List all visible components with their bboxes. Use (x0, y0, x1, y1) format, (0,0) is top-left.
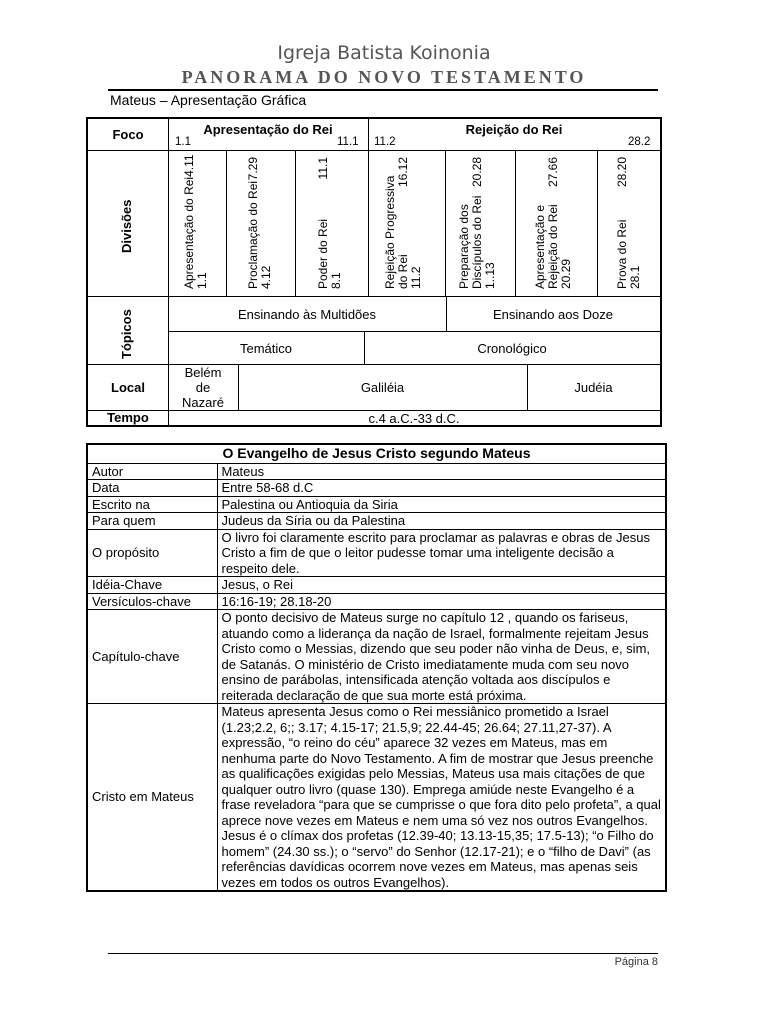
foco-right-start: 11.2 (374, 136, 396, 148)
local-belem (168, 365, 238, 410)
info-value: Mateus (217, 463, 666, 480)
division-7 (616, 157, 642, 289)
division-end-ref: 20.28 (470, 157, 484, 188)
table-row (87, 480, 666, 497)
foco-left-end: 11.1 (337, 136, 359, 148)
table-row (87, 704, 666, 892)
foco-label: Foco (112, 127, 144, 142)
foco-right-title: Rejeição do Rei (465, 122, 563, 137)
info-title-row (87, 444, 666, 463)
tempo-value: c.4 a.C.-33 d.C. (368, 410, 460, 426)
info-label: Capítulo-chave (87, 610, 217, 704)
foco-left-start: 1.1 (175, 136, 191, 148)
division-divider (515, 150, 516, 296)
table-row (87, 529, 666, 577)
division-start-ref: 1.1 (195, 272, 209, 289)
division-start-ref: 8.1 (329, 272, 343, 289)
table-row (87, 593, 666, 610)
division-6 (534, 157, 573, 289)
gospel-info-table (86, 443, 667, 892)
page-number: Página 8 (614, 956, 658, 968)
division-title-2: do Rei (396, 254, 410, 289)
info-value: 16:16-19; 28.18-20 (217, 593, 666, 610)
division-divider (597, 150, 598, 296)
info-value: O ponto decisivo de Mateus surge no capítulo 12 , quando os fariseus, atuando como a liderança da nação de Israel, formalmente rejeitam Jesus Cristo como o Messias, dizendo que seu poder não vinha de Deus, e, sim, de Satanás. O ministério de Cristo imediatamente muda com seu novo ensino de parábolas, intensificada atenção voltada aos discípulos e reiterada declaração de que sua morte está próxima. (217, 610, 666, 704)
info-label: Autor (87, 463, 217, 480)
division-title-2: Discípulos do Rei (470, 195, 484, 289)
table-row (87, 463, 666, 480)
topicos-label: Tópicos (119, 309, 134, 359)
foco-left-title: Apresentação do Rei (203, 122, 333, 137)
divisoes-label: Divisões (119, 199, 134, 253)
division-title-2: Rejeição do Rei (546, 204, 560, 289)
division-divider (295, 150, 296, 296)
local-label: Local (111, 380, 145, 395)
topico-multidoes: Ensinando às Multidões (237, 306, 377, 322)
local-galileia: Galiléia (360, 380, 405, 395)
division-title: Apresentação do Rei (182, 176, 196, 289)
division-title: Preparação dos (457, 204, 471, 289)
info-value: O livro foi claramente escrito para proclamar as palavras e obras de Jesus Cristo a fim de que o leitor pudesse tomar uma inteligente decisão a respeito dele. (217, 529, 666, 577)
info-value: Judeus da Síria ou da Palestina (217, 513, 666, 530)
footer-divider (108, 953, 658, 954)
division-title: Apresentação e (533, 204, 547, 289)
info-label: O propósito (87, 529, 217, 577)
division-end-ref: 4.11 (182, 154, 196, 177)
division-end-ref: 28.20 (615, 157, 629, 188)
topico-cronologico: Cronológico (477, 340, 547, 356)
division-divider (368, 150, 369, 296)
section-subtitle: Mateus – Apresentação Gráfica (110, 92, 307, 108)
info-value: Mateus apresenta Jesus como o Rei messiânico prometido a Israel (1.23;2.2, 6;; 3.17; 4.15-17; 21.5,9; 22.44-45; 26.64; 27.11,27-37). A expressão, “o reino do céu” aparece 32 vezes em Mateus, mas em nenhuma parte do Novo Testamento. A fim de mostrar que Jesus preenche as qualificações exigidas pelo Messias, Mateus usa mais citações de que qualquer outro livro (quase 130). Emprega amiúde neste Evangelho é a frase reveladora “para que se cumprisse o que fora dito pelo profeta”, a qual aprece nove vezes em Mateus e nem uma só vez nos outros Evangelhos. Jesus é o clímax dos profetas (12.39-40; 13.13-15,35; 17.5-13); “o Filho do homem” (24.30 ss.); o “servo” do Senhor (12.17-21); e o “filho de Davi” (as referências davídicas ocorrem nove vezes em Mateus, mas apenas seis vezes em todos os outros Evangelhos). (217, 704, 666, 892)
division-1 (182, 154, 209, 289)
info-value: Entre 58-68 d.C (217, 480, 666, 497)
table-row (87, 513, 666, 530)
division-end-ref: 7.29 (246, 157, 260, 181)
division-end-ref: 16.12 (396, 157, 410, 188)
local-judeia: Judéia (574, 380, 613, 395)
division-2 (247, 157, 273, 289)
division-title: Poder do Rei (316, 218, 330, 289)
info-label: Versículos-chave (87, 593, 217, 610)
overview-chart (86, 117, 662, 427)
division-start-ref: 20.29 (559, 258, 573, 289)
header-divider (108, 89, 658, 91)
local-belem-line: Nazaré (182, 395, 224, 410)
table-row (87, 610, 666, 704)
row-divider (88, 150, 660, 151)
division-start-ref: 28.1 (628, 265, 642, 289)
tempo-label: Tempo (107, 410, 149, 425)
info-title: O Evangelho de Jesus Cristo segundo Mateus (87, 444, 666, 463)
division-start-ref: 1..13 (483, 262, 497, 289)
church-name: Igreja Batista Koinonia (277, 42, 491, 64)
info-label: Data (87, 480, 217, 497)
info-label: Idéia-Chave (87, 577, 217, 594)
division-3 (317, 157, 343, 289)
division-start-ref: 11.2 (409, 266, 423, 289)
info-label: Escrito na (87, 496, 217, 513)
topico-tematico: Temático (239, 340, 293, 356)
info-value: Palestina ou Antioquia da Siria (217, 496, 666, 513)
local-belem-line: de (195, 380, 211, 395)
table-row (87, 496, 666, 513)
document-title: PANORAMA DO NOVO TESTAMENTO (181, 67, 587, 87)
division-title: Prova do Rei (615, 219, 629, 289)
local-belem-line: Belém (184, 365, 222, 380)
division-divider (445, 150, 446, 296)
division-divider (226, 150, 227, 296)
info-value: Jesus, o Rei (217, 577, 666, 594)
division-start-ref: 4.12 (259, 265, 273, 289)
division-4 (384, 157, 423, 289)
division-title: Rejeição Progressiva (383, 175, 397, 289)
info-label: Cristo em Mateus (87, 704, 217, 892)
division-end-ref: 11.1 (316, 157, 330, 180)
info-label: Para quem (87, 513, 217, 530)
division-end-ref: 27.66 (546, 157, 560, 188)
division-5 (458, 157, 497, 289)
foco-right-end: 28.2 (628, 136, 651, 148)
topico-doze: Ensinando aos Doze (493, 306, 613, 322)
table-row (87, 577, 666, 594)
division-title: Proclamação do Rei (246, 180, 260, 289)
